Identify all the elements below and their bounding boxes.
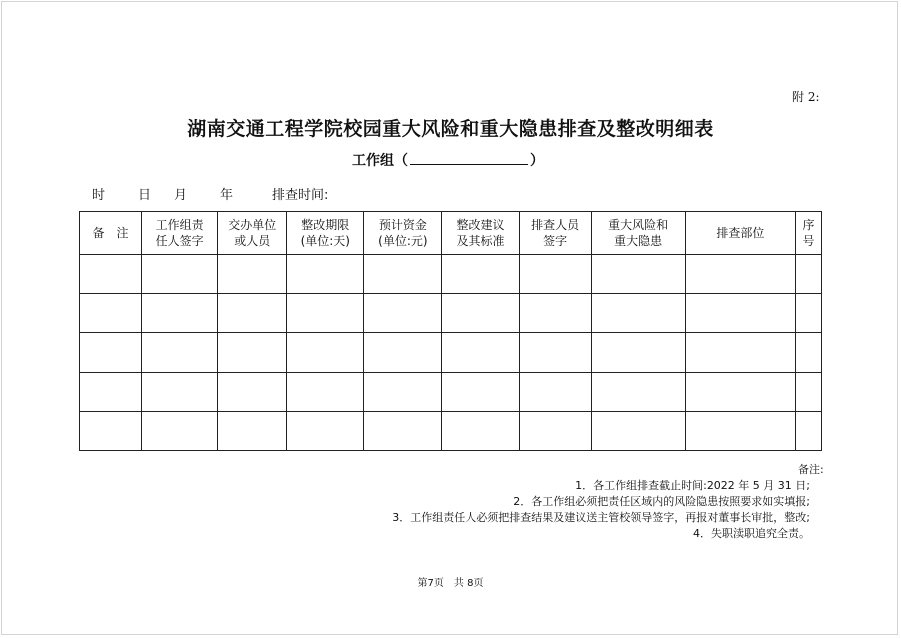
table-cell[interactable] [442,333,519,372]
header-assigned-unit: 交办单位 或人员 [218,212,287,255]
table-cell[interactable] [591,294,685,333]
table-cell[interactable] [519,255,591,294]
table-cell[interactable] [287,372,364,411]
table-cell[interactable] [519,411,591,450]
table-cell[interactable] [519,294,591,333]
header-inspection-location: 排查部位 [685,212,795,255]
header-rectification-suggestion: 整改建议 及其标准 [442,212,519,255]
table-cell[interactable] [364,255,442,294]
work-group-blank[interactable] [410,151,528,165]
table-header-row [80,212,822,255]
table-cell[interactable] [685,372,795,411]
table-cell[interactable] [442,411,519,450]
table-cell[interactable] [442,372,519,411]
table-cell[interactable] [80,411,142,450]
table-cell[interactable] [80,255,142,294]
table-row [80,411,822,450]
table-cell[interactable] [442,255,519,294]
table-cell[interactable] [80,372,142,411]
work-group-suffix: ） [530,153,544,169]
table-cell[interactable] [591,372,685,411]
table-cell[interactable] [218,294,287,333]
table-cell[interactable] [364,411,442,450]
table-cell[interactable] [795,255,821,294]
header-serial-number: 序 号 [795,212,821,255]
note-item-1: 1．各工作组排查截止时间:2022 年 5 月 31 日; [575,479,810,492]
table-cell[interactable] [364,333,442,372]
table-cell[interactable] [591,411,685,450]
table-cell[interactable] [287,294,364,333]
check-time-day: 日 [138,188,152,203]
table-cell[interactable] [795,372,821,411]
table-cell[interactable] [142,255,218,294]
table-cell[interactable] [364,372,442,411]
table-cell[interactable] [287,255,364,294]
table-cell[interactable] [795,294,821,333]
table-cell[interactable] [442,294,519,333]
work-group-line [352,150,544,170]
check-time-month: 月 [174,188,188,203]
table-cell[interactable] [142,294,218,333]
header-inspector-signature: 排查人员 签字 [519,212,591,255]
note-item-2: 2．各工作组必须把责任区域内的风险隐患按照要求如实填报; [513,495,810,508]
table-cell[interactable] [685,333,795,372]
check-time-hour: 时 [92,188,106,203]
table-cell[interactable] [142,411,218,450]
table-cell[interactable] [591,255,685,294]
note-item-3: 3．工作组责任人必须把排查结果及建议送主管校领导签字，再报对董事长审批，整改; [392,511,810,524]
work-group-prefix: 工作组（ [352,153,408,169]
table-cell[interactable] [287,411,364,450]
table-row [80,294,822,333]
header-estimated-funds: 预计资金 (单位:元) [364,212,442,255]
table-row [80,372,822,411]
notes-heading: 备注: [798,463,824,476]
header-responsible-signature: 工作组责 任人签字 [142,212,218,255]
table-cell[interactable] [218,372,287,411]
document-title: 湖南交通工程学院校园重大风险和重大隐患排查及整改明细表 [187,118,714,140]
table-cell[interactable] [364,294,442,333]
header-rectification-deadline: 整改期限 (单位:天) [287,212,364,255]
check-time-label: 排查时间: [272,188,329,203]
table-cell[interactable] [591,333,685,372]
table-cell[interactable] [519,333,591,372]
table-cell[interactable] [80,294,142,333]
table-cell[interactable] [795,411,821,450]
table-cell[interactable] [80,333,142,372]
table-cell[interactable] [685,255,795,294]
header-remarks: 备 注 [80,212,142,255]
table-row [80,333,822,372]
annex-label: 附 2: [792,90,820,104]
hazard-table [79,211,822,451]
table-cell[interactable] [218,411,287,450]
table-cell[interactable] [795,333,821,372]
table-cell[interactable] [142,333,218,372]
table-row [80,255,822,294]
table-cell[interactable] [142,372,218,411]
table-cell[interactable] [685,411,795,450]
table-cell[interactable] [218,255,287,294]
table-cell[interactable] [218,333,287,372]
check-time-year: 年 [220,188,234,203]
note-item-4: 4．失职渎职追究全责。 [693,527,810,540]
header-major-risks: 重大风险和 重大隐患 [591,212,685,255]
table-cell[interactable] [287,333,364,372]
table-cell[interactable] [519,372,591,411]
table-cell[interactable] [685,294,795,333]
page-footer: 第7页 共 8页 [417,578,484,589]
